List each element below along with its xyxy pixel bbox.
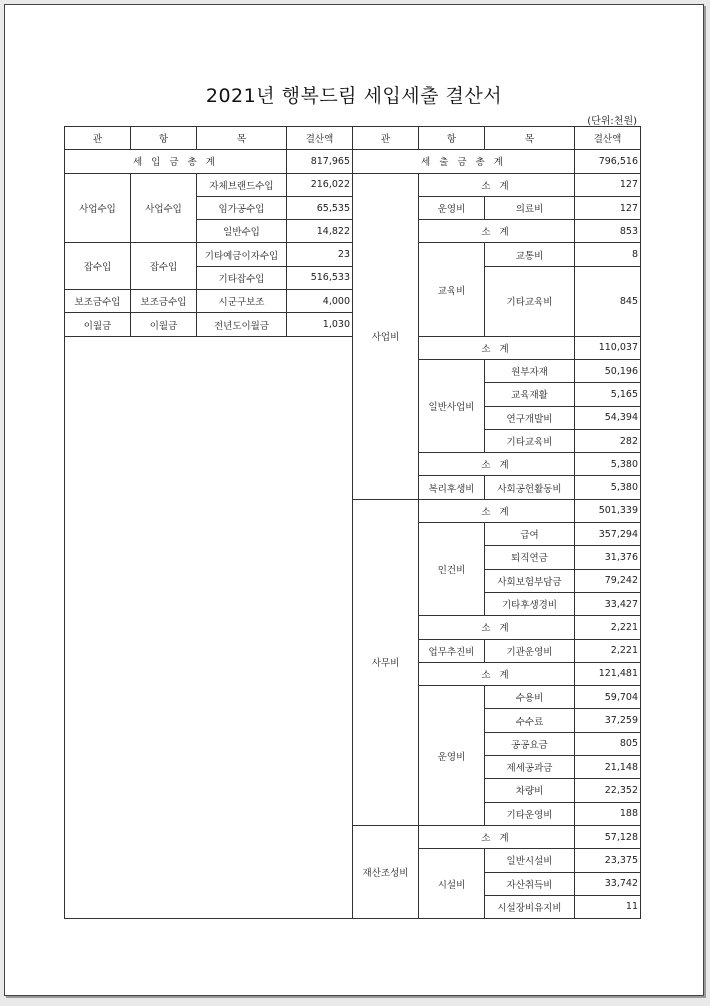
expense-amount: 33,742	[575, 872, 641, 895]
settlement-table	[64, 126, 641, 919]
subtotal-amount: 121,481	[575, 662, 641, 685]
subtotal-label: 소 계	[419, 336, 575, 359]
expense-amount: 11	[575, 895, 641, 918]
expense-mok: 기타교육비	[485, 266, 575, 336]
revenue-mok: 전년도이월금	[197, 313, 287, 336]
revenue-hang: 잡수입	[131, 243, 197, 290]
revenue-hang: 이월금	[131, 313, 197, 336]
expense-amount: 8	[575, 243, 641, 266]
revenue-gwan: 사업수입	[65, 173, 131, 243]
expense-gwan-business: 사업비	[353, 173, 419, 499]
expense-mok: 일반시설비	[485, 849, 575, 872]
document-page	[4, 4, 704, 996]
expense-amount: 31,376	[575, 546, 641, 569]
revenue-hang: 보조금수입	[131, 290, 197, 313]
expense-hang: 인건비	[419, 523, 485, 616]
subtotal-amount: 853	[575, 220, 641, 243]
expense-amount: 5,380	[575, 476, 641, 499]
document-title: 2021년 행복드림 세입세출 결산서	[205, 85, 503, 107]
expense-hang: 일반사업비	[419, 359, 485, 452]
revenue-amount: 14,822	[287, 220, 353, 243]
revenue-amount: 1,030	[287, 313, 353, 336]
unit-label: (단위:천원)	[587, 116, 637, 127]
subtotal-label: 소 계	[419, 173, 575, 196]
expense-amount: 23,375	[575, 849, 641, 872]
expense-amount: 33,427	[575, 592, 641, 615]
revenue-mok: 기타예금이자수입	[197, 243, 287, 266]
revenue-total-label: 세 입 금 총 계	[65, 150, 287, 173]
subtotal-label: 소 계	[419, 616, 575, 639]
expense-mok: 수수료	[485, 709, 575, 732]
subtotal-amount: 5,380	[575, 453, 641, 476]
subtotal-amount: 127	[575, 173, 641, 196]
header-amount: 결산액	[575, 127, 641, 150]
expense-hang: 운영비	[419, 196, 485, 219]
expense-mok: 급여	[485, 523, 575, 546]
revenue-mok: 자체브랜드수입	[197, 173, 287, 196]
expense-total: 796,516	[575, 150, 641, 173]
subtotal-label: 소 계	[419, 453, 575, 476]
header-hang: 항	[419, 127, 485, 150]
expense-mok: 사회보험부담금	[485, 569, 575, 592]
expense-amount: 59,704	[575, 686, 641, 709]
expense-mok: 기관운영비	[485, 639, 575, 662]
expense-mok: 원부자재	[485, 359, 575, 382]
header-gwan: 관	[353, 127, 419, 150]
revenue-amount: 65,535	[287, 196, 353, 219]
expense-mok: 의료비	[485, 196, 575, 219]
expense-amount: 805	[575, 732, 641, 755]
header-mok: 목	[197, 127, 287, 150]
subtotal-label: 소 계	[419, 220, 575, 243]
revenue-mok: 임가공수입	[197, 196, 287, 219]
revenue-gwan: 보조금수입	[65, 290, 131, 313]
expense-mok: 제세공과금	[485, 756, 575, 779]
expense-amount: 22,352	[575, 779, 641, 802]
expense-amount: 54,394	[575, 406, 641, 429]
revenue-total: 817,965	[287, 150, 353, 173]
expense-amount: 2,221	[575, 639, 641, 662]
expense-amount: 5,165	[575, 383, 641, 406]
header-mok: 목	[485, 127, 575, 150]
revenue-mok: 기타잡수입	[197, 266, 287, 289]
expense-hang: 복리후생비	[419, 476, 485, 499]
expense-hang: 운영비	[419, 686, 485, 826]
subtotal-label: 소 계	[419, 825, 575, 848]
expense-mok: 교통비	[485, 243, 575, 266]
subtotal-label: 소 계	[419, 662, 575, 685]
expense-mok: 수용비	[485, 686, 575, 709]
revenue-amount: 4,000	[287, 290, 353, 313]
revenue-hang: 사업수입	[131, 173, 197, 243]
expense-hang: 교육비	[419, 243, 485, 336]
table-row	[65, 150, 641, 173]
expense-mok: 퇴직연금	[485, 546, 575, 569]
revenue-amount: 216,022	[287, 173, 353, 196]
expense-amount: 79,242	[575, 569, 641, 592]
expense-amount: 50,196	[575, 359, 641, 382]
header-hang: 항	[131, 127, 197, 150]
subtotal-amount: 110,037	[575, 336, 641, 359]
subtotal-amount: 57,128	[575, 825, 641, 848]
expense-mok: 교육재활	[485, 383, 575, 406]
expense-amount: 845	[575, 266, 641, 336]
revenue-mok: 일반수입	[197, 220, 287, 243]
expense-amount: 188	[575, 802, 641, 825]
expense-mok: 기타운영비	[485, 802, 575, 825]
expense-mok: 공공요금	[485, 732, 575, 755]
expense-amount: 282	[575, 429, 641, 452]
expense-mok: 시설장비유지비	[485, 895, 575, 918]
revenue-empty-area	[65, 336, 353, 918]
subtotal-label: 소 계	[419, 499, 575, 522]
expense-amount: 357,294	[575, 523, 641, 546]
table-header-row	[65, 127, 641, 150]
expense-mok: 차량비	[485, 779, 575, 802]
expense-hang: 시설비	[419, 849, 485, 919]
expense-mok: 자산취득비	[485, 872, 575, 895]
revenue-gwan: 잡수입	[65, 243, 131, 290]
subtotal-amount: 2,221	[575, 616, 641, 639]
subtotal-amount: 501,339	[575, 499, 641, 522]
revenue-amount: 23	[287, 243, 353, 266]
expense-amount: 21,148	[575, 756, 641, 779]
revenue-mok: 시군구보조	[197, 290, 287, 313]
revenue-gwan: 이월금	[65, 313, 131, 336]
table-row	[65, 173, 641, 196]
expense-amount: 37,259	[575, 709, 641, 732]
expense-total-label: 세 출 금 총 계	[353, 150, 575, 173]
expense-mok: 기타교육비	[485, 429, 575, 452]
expense-gwan-office: 사무비	[353, 499, 419, 825]
header-gwan: 관	[65, 127, 131, 150]
expense-amount: 127	[575, 196, 641, 219]
expense-mok: 연구개발비	[485, 406, 575, 429]
expense-hang: 업무추진비	[419, 639, 485, 662]
expense-gwan-property: 재산조성비	[353, 825, 419, 918]
expense-mok: 사회공헌활동비	[485, 476, 575, 499]
expense-mok: 기타후생경비	[485, 592, 575, 615]
header-amount: 결산액	[287, 127, 353, 150]
revenue-amount: 516,533	[287, 266, 353, 289]
